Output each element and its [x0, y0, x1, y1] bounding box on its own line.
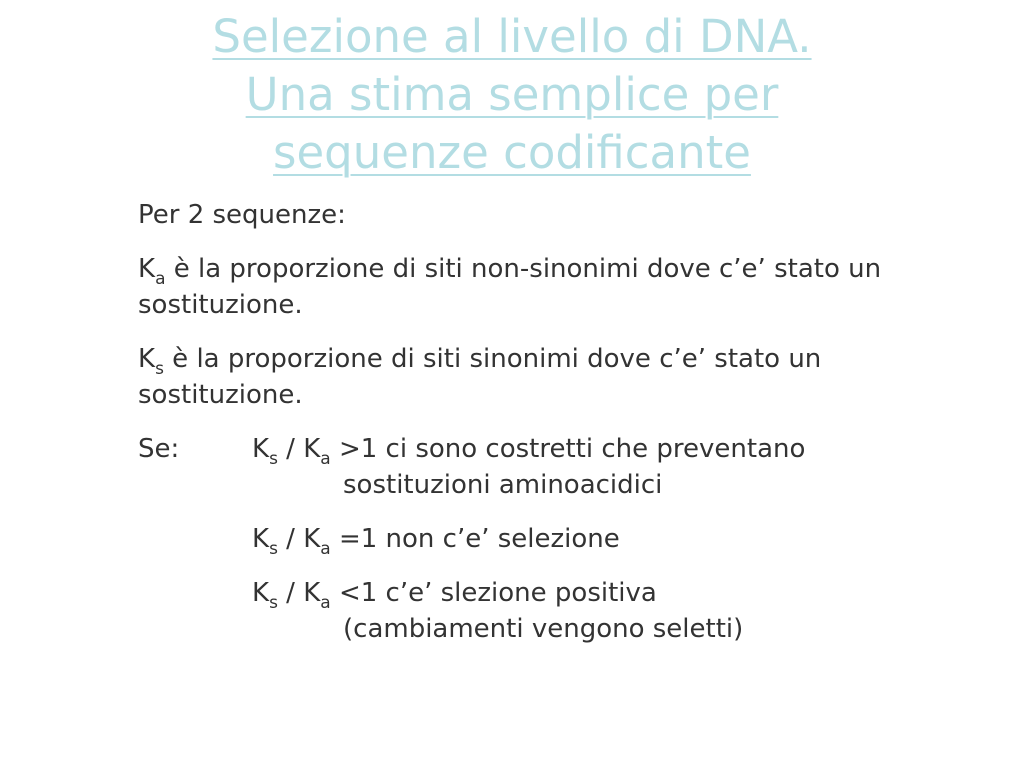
ka-symbol: K	[138, 254, 156, 284]
condition-less-continuation: (cambiamenti vengono seletti)	[343, 614, 744, 644]
title-line-2: Una stima semplice per	[245, 68, 779, 121]
ks-definition-text: è la proporzione di siti sinonimi dove c’e’ stato un sostituzione.	[138, 344, 822, 410]
condition-greater: $K_s / K_a >1$ ci sono costretti che preventano sostituzioni aminoacidici	[252, 431, 958, 503]
title-line-1: Selezione al livello di DNA.	[212, 10, 812, 63]
se-label: Se:	[138, 434, 180, 464]
title-line-3: sequenze codificante	[273, 126, 751, 179]
condition-greater-text: >1 ci sono costretti che preventano	[330, 434, 806, 464]
ka-definition-text: è la proporzione di siti non-sinonimi dove c’e’ stato un sostituzione.	[138, 254, 882, 320]
condition-equal-text: =1 non c’e’ selezione	[330, 524, 620, 554]
condition-less-text: <1 c’e’ slezione positiva	[330, 578, 657, 608]
slide-body	[138, 197, 958, 665]
condition-greater-continuation: sostituzioni aminoacidici	[343, 470, 663, 500]
ks-symbol: K	[138, 344, 156, 374]
slide-title	[0, 8, 1024, 182]
ks-subscript: s	[155, 359, 164, 379]
condition-row-1	[138, 431, 958, 503]
ka-definition	[138, 251, 958, 323]
ks-definition	[138, 341, 958, 413]
condition-row-2	[138, 521, 958, 557]
intro-text: Per 2 sequenze:	[138, 200, 346, 230]
condition-row-3	[138, 575, 958, 647]
condition-equal: $K_s / K_a =1$ non c’e’ selezione	[252, 524, 620, 559]
ka-subscript: a	[155, 269, 166, 289]
condition-less: $K_s / K_a <1$ c’e’ slezione positiva (cambiamenti vengono seletti)	[252, 575, 958, 647]
